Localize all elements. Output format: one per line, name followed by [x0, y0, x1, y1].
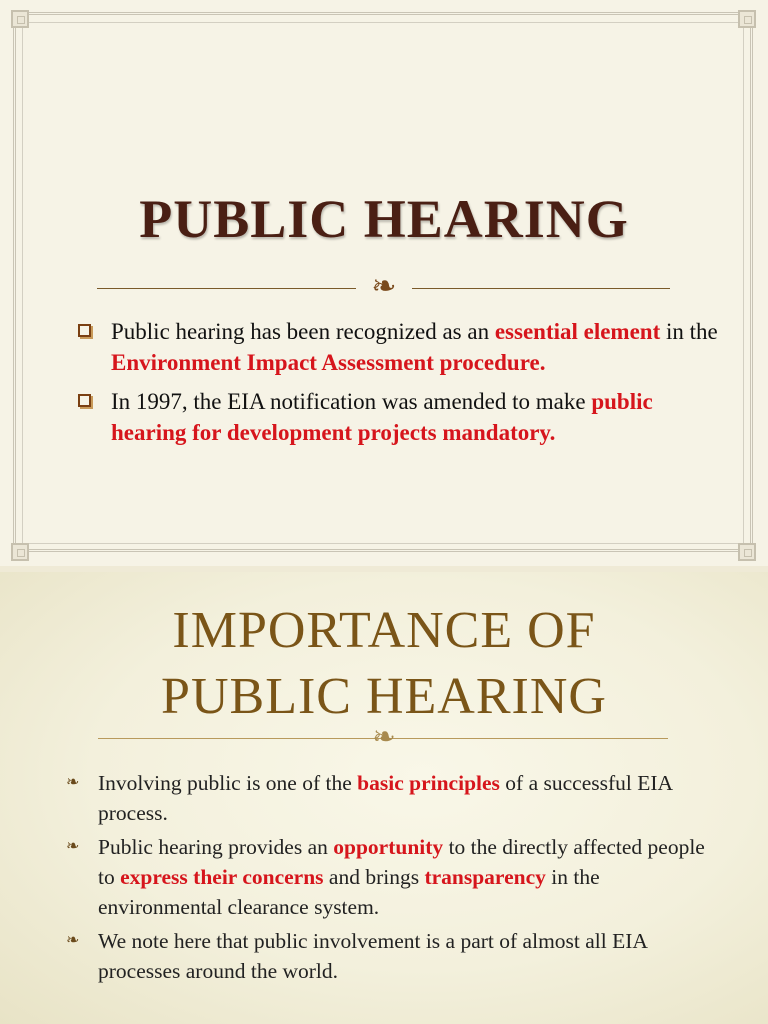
- list-item: [78, 316, 718, 378]
- list-item: [66, 832, 726, 922]
- corner-ornament-icon: [11, 10, 29, 28]
- bullet-text: In 1997, the EIA notification was amended to make public hearing for development projects mandatory.: [111, 389, 653, 445]
- checkbox-bullet-icon: [78, 394, 91, 407]
- highlight-text: transparency: [424, 865, 546, 889]
- bullet-text: We note here that public involvement is a part of almost all EIA processes around the world.: [98, 929, 647, 983]
- highlight-text: Environment Impact Assessment procedure.: [111, 350, 546, 375]
- corner-ornament-icon: [11, 543, 29, 561]
- bullet-text: Public hearing has been recognized as an essential element in the Environment Impact Assessment procedure.: [111, 319, 718, 375]
- floral-ornament-icon: ❧: [356, 268, 412, 306]
- slide-importance: [0, 572, 768, 1024]
- list-item: [78, 386, 718, 448]
- swirl-bullet-icon: ❧: [66, 932, 80, 949]
- bullet-list: [66, 768, 726, 990]
- corner-ornament-icon: [738, 543, 756, 561]
- bullet-text: Involving public is one of the basic principles of a successful EIA process.: [98, 771, 672, 825]
- bullet-text: Public hearing provides an opportunity to the directly affected people to express their concerns and brings transparency in the environmental clearance system.: [98, 835, 705, 919]
- highlight-text: basic principles: [357, 771, 500, 795]
- list-item: [66, 768, 726, 828]
- slide-title: [0, 598, 768, 730]
- swirl-bullet-icon: ❧: [66, 774, 80, 791]
- highlight-text: opportunity: [333, 835, 444, 859]
- highlight-text: public hearing for development projects mandatory.: [111, 389, 653, 445]
- title-line: IMPORTANCE OF: [172, 602, 596, 659]
- title-line: PUBLIC HEARING: [161, 668, 607, 725]
- list-item: [66, 926, 726, 986]
- floral-ornament-icon: ❧: [372, 722, 396, 753]
- slide-title: PUBLIC HEARING: [139, 189, 629, 249]
- highlight-text: express their concerns: [120, 865, 324, 889]
- swirl-bullet-icon: ❧: [66, 838, 80, 855]
- bullet-list: [78, 316, 718, 456]
- corner-ornament-icon: [738, 10, 756, 28]
- highlight-text: essential element: [494, 319, 661, 344]
- checkbox-bullet-icon: [78, 324, 91, 337]
